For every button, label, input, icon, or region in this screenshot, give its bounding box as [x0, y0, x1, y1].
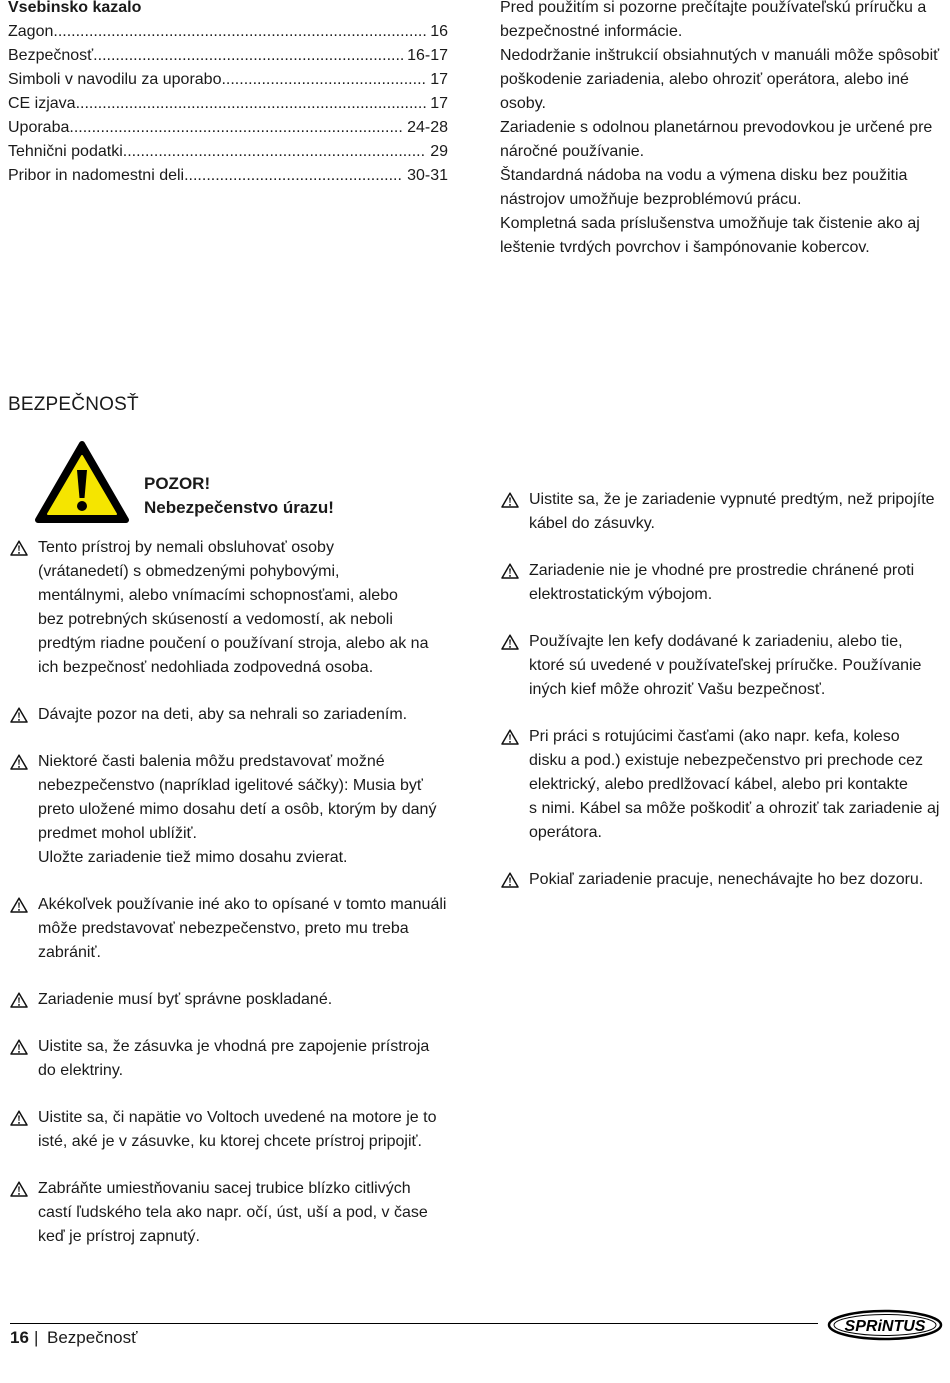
safety-warning-text: Uistite sa, že zásuvka je vhodná pre zapojenie prístroja do elektriny.: [38, 1038, 430, 1079]
warning-icon: [501, 492, 519, 508]
safety-warning-item: [10, 1035, 455, 1083]
warning-icon: [501, 634, 519, 650]
toc-row-page: 17: [430, 71, 448, 88]
toc-row-label: Pribor in nadomestni deli: [8, 167, 185, 184]
toc-row-page: 16: [430, 23, 448, 40]
logo-text: SPRiNTUS: [844, 1318, 926, 1335]
toc-row-label: Tehnični podatki: [8, 143, 123, 160]
toc-row-leader: [53, 20, 426, 44]
intro-paragraph: Nedodržanie inštrukcií obsiahnutých v manuáli môže spôsobiť poškodenie zariadenia, alebo ohroziť operátora, alebo iné osoby.: [500, 47, 940, 112]
table-of-contents: [8, 0, 448, 188]
toc-row-leader: [184, 164, 403, 188]
warning-icon: [501, 872, 519, 888]
warning-icon: [10, 540, 28, 556]
warning-icon: [10, 754, 28, 770]
sprintus-logo: [827, 1308, 943, 1342]
footer-separator: |: [34, 1328, 39, 1347]
safety-warning-item: [10, 1177, 455, 1249]
toc-row-label: Simboli v navodilu za uporabo: [8, 71, 222, 88]
warning-icon: [501, 729, 519, 745]
safety-warning-text: Zariadenie nie je vhodné pre prostredie chránené proti elektrostatickým výbojom.: [529, 562, 915, 603]
warnings-left-column: [10, 536, 455, 1249]
warning-icon: [501, 563, 519, 579]
toc-row-leader: [93, 44, 403, 68]
section-heading: BEZPEČNOSŤ: [8, 394, 139, 415]
safety-warning-text: Dávajte pozor na deti, aby sa nehrali so zariadením.: [38, 706, 408, 723]
safety-warning-item: [501, 868, 945, 892]
safety-warning-text: Používajte len kefy dodávané k zariadeniu, alebo tie, ktoré sú uvedené v používateľskej príručke. Používanie iných kief môže ohroziť Vašu bezpečnosť.: [529, 633, 922, 698]
safety-warning-item: [10, 536, 455, 680]
footer-section-name: Bezpečnosť: [47, 1328, 138, 1347]
toc-row: [8, 164, 448, 188]
intro-paragraph: Kompletná sada príslušenstva umožňuje tak čistenie ako aj leštenie tvrdých povrchov i šampónovanie kobercov.: [500, 215, 920, 256]
toc-row-leader: [221, 68, 426, 92]
warning-title-line1: POZOR!: [144, 474, 211, 493]
safety-warning-text: Akékoľvek používanie iné ako to opísané v tomto manuáli môže predstavovať nebezpečenstvo, preto mu treba zabrániť.: [38, 896, 447, 961]
warnings-right-column: [501, 488, 945, 892]
safety-warning-item: [10, 988, 455, 1012]
safety-warning-item: [501, 725, 945, 845]
warning-triangle-icon: [34, 440, 130, 524]
safety-warning-text: Zariadenie musí byť správne poskladané.: [38, 991, 333, 1008]
footer-rule: [10, 1323, 818, 1324]
intro-paragraph: Zariadenie s odolnou planetárnou prevodovkou je určené pre náročné používanie.: [500, 119, 933, 160]
toc-title: Vsebinsko kazalo: [8, 0, 142, 16]
warning-icon: [10, 1110, 28, 1126]
safety-warning-item: [501, 630, 945, 702]
toc-row-leader: [76, 92, 427, 116]
safety-warning-text: Pokiaľ zariadenie pracuje, nenechávajte ho bez dozoru.: [529, 871, 924, 888]
warning-title-line2: Nebezpečenstvo úrazu!: [144, 498, 334, 517]
warning-icon: [10, 992, 28, 1008]
safety-warning-text: Uistite sa, či napätie vo Voltoch uvedené na motore je to isté, aké je v zásuvke, ku ktorej chcete prístroj pripojiť.: [38, 1109, 437, 1150]
toc-row: [8, 92, 448, 116]
safety-warning-item: [501, 488, 945, 536]
safety-warning-text: Uistite sa, že je zariadenie vypnuté predtým, než pripojíte kábel do zásuvky.: [529, 491, 935, 532]
safety-warning-text: Niektoré časti balenia môžu predstavovať možné nebezpečenstvo (napríklad igelitové sáčky): Musia byť preto uložené mimo dosahu detí a osôb, ktorým by daný predmet mohol ublížiť. Uložte zariadenie tiež mimo dosahu zvierat.: [38, 753, 437, 866]
warning-title: [144, 472, 334, 520]
toc-row-page: 29: [430, 143, 448, 160]
safety-warning-text: Zabráňte umiestňovaniu sacej trubice blízko citlivých castí ľudského tela ako napr. očí, úst, uší a pod, v čase keď je prístroj zapnutý.: [38, 1180, 428, 1245]
toc-row-leader: [69, 116, 403, 140]
safety-warning-item: [10, 750, 455, 870]
toc-row-page: 30-31: [407, 167, 448, 184]
warning-icon: [10, 1181, 28, 1197]
intro-paragraph: Pred použitím si pozorne prečítajte používateľskú príručku a bezpečnostné informácie.: [500, 0, 927, 40]
toc-row-page: 16-17: [407, 47, 448, 64]
toc-row-leader: [123, 140, 426, 164]
warning-icon: [10, 897, 28, 913]
safety-warning-item: [10, 1106, 455, 1154]
warning-icon: [10, 707, 28, 723]
toc-row-label: CE izjava: [8, 95, 76, 112]
safety-warning-text: Pri práci s rotujúcimi časťami (ako napr. kefa, koleso disku a pod.) existuje nebezpečenstvo pri prechode cez elektrický, alebo predlžovací kábel, alebo pri kontakte s nimi. Kábel sa môže poškodiť a ohroziť tak zariadenie aj operátora.: [529, 728, 940, 841]
intro-paragraph: Štandardná nádoba na vodu a výmena disku bez použitia nástrojov umožňuje bezproblémovú prácu.: [500, 167, 908, 208]
toc-row: [8, 68, 448, 92]
toc-row: [8, 44, 448, 68]
toc-row-label: Uporaba: [8, 119, 70, 136]
toc-row-page: 17: [430, 95, 448, 112]
toc-row: [8, 116, 448, 140]
safety-warning-item: [10, 703, 455, 727]
warning-icon: [10, 1039, 28, 1055]
toc-list: [8, 20, 448, 188]
toc-row: [8, 20, 448, 44]
toc-row: [8, 140, 448, 164]
safety-warning-item: [501, 559, 945, 607]
toc-row-page: 24-28: [407, 119, 448, 136]
safety-warning-text: Tento prístroj by nemali obsluhovať osoby (vrátanedetí) s obmedzenými pohybovými, mentálnymi, alebo vnímacími schopnosťami, alebo bez potrebných skúseností a vedomostí, ak neboli predtým riadne poučení o používaní stroja, alebo ak na ich bezpečnosť nedohliada zodpovedná osoba.: [38, 539, 429, 676]
toc-row-label: Bezpečnosť: [8, 47, 94, 64]
toc-row-label: Zagon: [8, 23, 54, 40]
intro-text: [500, 0, 945, 260]
safety-warning-item: [10, 893, 455, 965]
footer-page-number: 16: [10, 1328, 29, 1347]
